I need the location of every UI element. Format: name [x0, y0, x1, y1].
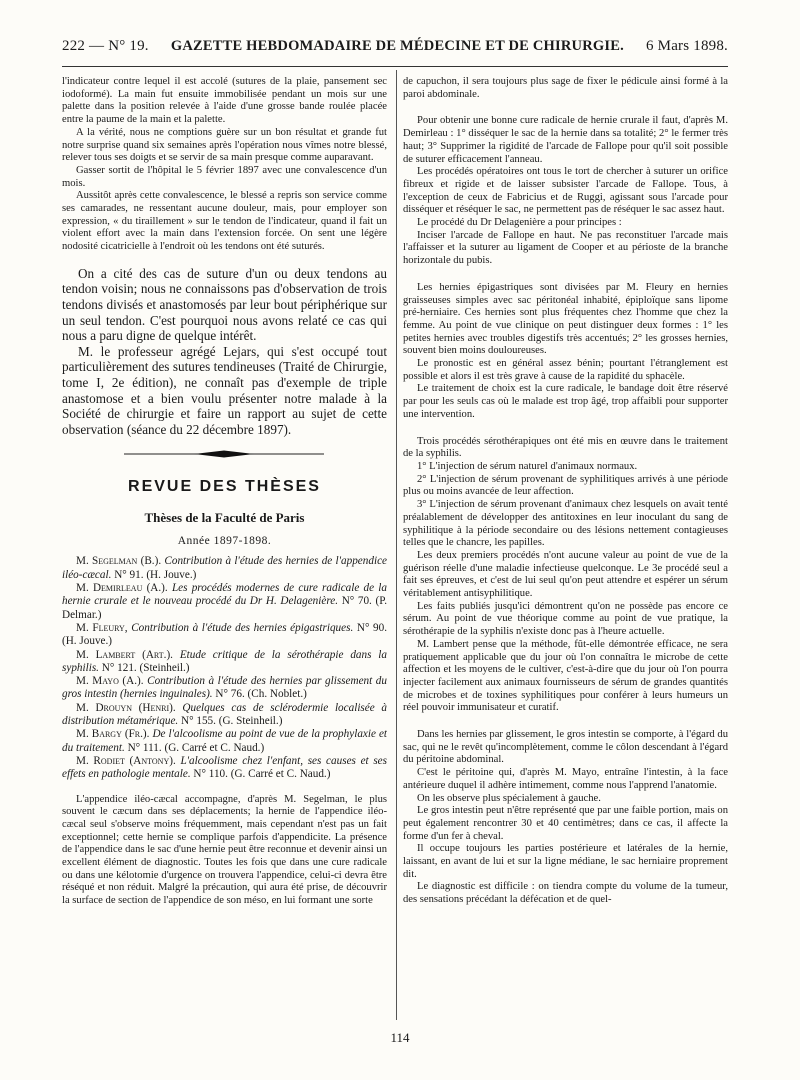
paragraph: M. Lambert pense que la méthode, fût-elle démontrée efficace, ne sera pratiquement applicable que du jour où l'on connaîtra le microbe de cette affection et les moyens de le cultiver, c'est-à-dire que du jour où l'on pourra injecter facilement aux animaux fournisseurs de sérum de grandes quantités de microbes et de toxines syphilitiques pour conférer à leurs humeurs un réel pouvoir immunisateur et curatif.: [403, 638, 728, 714]
thesis-entry: [62, 582, 387, 622]
paragraph: Les faits publiés jusqu'ici démontrent qu'on ne possède pas encore ce sérum. Au point de vue théorique comme au point de vue pratique, la sérothérapie de la syphilis n'existe donc pas à l'heure actuelle.: [403, 600, 728, 638]
thesis-author: M. Segelman (B.).: [76, 555, 162, 568]
theses-list: [62, 555, 387, 781]
paragraph: Aussitôt après cette convalescence, le blessé a repris son service comme ses camarades, ne ressentant aucune douleur, mais, pour employer son expression, « du tiraillement » sur le tendon de l'indicateur, quand il fait un violent effort avec la main dans l'extension forcée. On sent une légère nodosité cicatricielle à l'endroit où les tendons ont été suturés.: [62, 190, 387, 253]
paragraph: Le procédé du Dr Delagenière a pour principes :: [417, 217, 622, 229]
thesis-reference: N° 70. (P. Delmar.): [62, 595, 387, 621]
paragraph: On a cité des cas de suture d'un ou deux tendons au tendon voisin; nous ne connaissons pas d'observation de trois tendons divisés et anastomosés par leur bout périphérique sur un seul tendon. C'est pourquoi nous avons relaté ce cas qui nous a paru digne de quelque intérêt.: [62, 265, 387, 344]
thesis-title: Les procédés modernes de cure radicale de la hernie crurale et le nouveau procédé du Dr H. Delagenière.: [62, 582, 387, 608]
thesis-reference: N° 111. (G. Carré et C. Naud.): [127, 741, 265, 754]
thesis-author: M. Fleury,: [76, 621, 128, 634]
thesis-title: Etude critique de la sérothérapie dans la syphilis.: [62, 648, 387, 674]
thesis-reference: N° 110. (G. Carré et C. Naud.): [193, 768, 331, 781]
thesis-entry: [62, 755, 387, 782]
thesis-title: Contribution à l'étude des hernies par glissement du gros intestin (hernies inguinales).: [62, 675, 387, 701]
right-section: [403, 729, 728, 907]
left-top-text: [62, 76, 387, 254]
paragraph: Les hernies épigastriques sont divisées par M. Fleury en hernies graisseuses simples avec sac péritonéal inhabité, épiploïque sans lipome pré-herniaire. Ces hernies sont plus fréquentes chez l'homme que chez la femme. Au point de vue clinique on peut distinguer deux formes : 1° les petites hernies avec troubles digestifs très accentués; 2° les grosses hernies, souvent bien moins douloureuses.: [403, 281, 728, 357]
paragraph: C'est le péritoine qui, d'après M. Mayo, entraîne l'intestin, à la face antérieure duquel il adhère intimement, comme nous l'apprend l'anatomie.: [403, 767, 728, 791]
thesis-reference: N° 76. (Ch. Noblet.): [215, 688, 307, 701]
paragraph: Inciser l'arcade de Fallope en haut. Ne pas reconstituer l'arcade mais l'affaisser et la suturer au ligament de Cooper et au périoste de la branche horizontale du pubis.: [403, 229, 728, 267]
thesis-title: Quelques cas de sclérodermie localisée à distribution métamérique.: [62, 701, 387, 728]
thesis-title: De l'alcoolisme au point de vue de la prophylaxie et du traitement.: [62, 728, 387, 754]
paragraph: de capuchon, il sera toujours plus sage de fixer le pédicule ainsi formé à la paroi abdominale.: [403, 76, 728, 100]
paragraph: L'appendice iléo-cæcal accompagne, d'après M. Segelman, le plus souvent le cæcum dans ses déplacements; la hernie de l'appendice iléo-cæcal seul s'observe moins fréquemment, mais cependant n'est pas un fait exceptionnel; cette hernie se complique parfois d'appendicite. La présence de l'appendice dans le sac d'une hernie peut être reconnue et devenir ainsi un excellent élément de diagnostic. Toutes les fois que dans une cure radicale ou dans une kélotomie d'urgence on trouvera l'appendice, celui-ci devra être réséqué et non réduit. Malgré la précaution, qui aura été prise, de découvrir la surface de section de l'appendice de son méso, en lui formant une sorte: [62, 793, 387, 907]
right-section: [403, 436, 728, 715]
thesis-entry: [62, 702, 387, 729]
paragraph: Il occupe toujours les parties postérieure et latérales de la hernie, laissant, en avant de lui et sur la ligne médiane, le sac herniaire proprement dit.: [403, 843, 728, 880]
right-section: [403, 115, 728, 267]
paragraph: M. le professeur agrégé Lejars, qui s'est occupé tout particulièrement des sutures tendineuses (Traité de Chirurgie, tome I, 2e édition), ne connaît pas d'exemple de triple anastomose et a bien voulu présenter notre malade à la Société de chirurgie et faire un rapport au sujet de cette observation (séance du 22 décembre 1897).: [62, 343, 387, 437]
paragraph: Trois procédés sérothérapiques ont été mis en œuvre dans le traitement de la syphilis.: [403, 435, 728, 460]
issue-date: 6 Mars 1898.: [646, 38, 728, 54]
paragraph: 1° L'injection de sérum naturel d'animaux normaux.: [417, 460, 638, 472]
paragraph: A la vérité, nous ne comptions guère sur un bon résultat et grande fut notre surprise quand six semaines après l'opération nous vîmes notre blessé, relever tous ses doigts et se servir de sa main presque comme auparavant.: [62, 126, 387, 164]
left-column: [62, 76, 387, 1016]
section-ornament: [62, 437, 387, 471]
thesis-title: Contribution à l'étude des hernies épigastriques.: [131, 621, 354, 634]
thesis-entry: [62, 622, 387, 649]
page-number-issue: 222 — N° 19.: [62, 38, 149, 54]
thesis-title: L'alcoolisme chez l'enfant, ses causes et ses effets en pathologie mentale.: [62, 754, 387, 781]
thesis-author: M. Lambert (Art.).: [76, 648, 173, 661]
thesis-entry: [62, 555, 387, 582]
page-folio: 114: [390, 1030, 410, 1045]
thesis-reference: N° 91. (H. Jouve.): [114, 568, 197, 581]
paragraph: 2° L'injection de sérum provenant de syphilitiques arrivés à une période plus ou moins avancée de leur affection.: [403, 473, 728, 498]
section-title: REVUE DES THÈSES: [128, 478, 321, 496]
paragraph: Le pronostic est en général assez bénin; pourtant l'étranglement est possible et alors il est très grave à cause de la rapidité du sphacèle.: [403, 358, 728, 382]
paragraph: Le traitement de choix est la cure radicale, le bandage doit être réservé par pour les seuls cas où le malade est trop âgé, trop affaibli pour supporter une intervention.: [403, 383, 728, 420]
ornament-rule-icon: [124, 449, 324, 459]
paragraph: Gasser sortit de l'hôpital le 5 février 1897 avec une convalescence d'un mois.: [62, 164, 387, 189]
thesis-reference: N° 155. (G. Steinheil.): [181, 715, 283, 728]
thesis-title: Contribution à l'étude des hernies de l'appendice iléo-cæcal.: [62, 555, 387, 581]
thesis-entry: [62, 649, 387, 676]
right-section: [403, 76, 728, 101]
left-large-text: [62, 266, 387, 438]
paragraph: Le gros intestin peut n'être représenté que par une faible portion, mais on peut également rencontrer 30 et 40 centimètres; dans ce cas, il affecte la forme d'un fer à cheval.: [403, 805, 728, 842]
paragraph: Les procédés opératoires ont tous le tort de chercher à suturer un orifice fibreux et rigide et de laisser subsister l'arcade de Fallope. Tous, à l'exception de ceux de Fabricius et de Ruggi, agissant sous l'arcade pour disséquer et réséquer le sac, ne permettent pas de réséquer le sac assez haut.: [403, 166, 728, 216]
section-subtitle: Thèses de la Faculté de Paris: [144, 510, 305, 526]
thesis-reference: N° 121. (Steinheil.): [101, 661, 190, 674]
paragraph: l'indicateur contre lequel il est accolé (sutures de la plaie, pansement sec iodoformé). La main fut ensuite immobilisée pendant un mois sur une palette dans la position relevée à l'aide d'une grosse bande roulée placée entre la paume de la main et la palette.: [62, 76, 387, 126]
thesis-author: M. Bargy (Fr.).: [76, 728, 150, 741]
paragraph: On les observe plus spécialement à gauche.: [417, 792, 601, 804]
paragraph: Le diagnostic est difficile : on tiendra compte du volume de la tumeur, des sensations précédant la défécation et de quel-: [403, 881, 728, 906]
paragraph: 3° L'injection de sérum provenant d'animaux chez lesquels on avait tenté préalablement de développer des antitoxines en leur inoculant du sang de syphilitique à la période secondaire ou des lésions nettement contagieuses telles que le chancre, les papilles.: [403, 499, 728, 549]
thesis-entry: [62, 675, 387, 702]
right-section: [403, 282, 728, 422]
thesis-author: M. Demirleau (A.).: [76, 582, 168, 595]
thesis-entry: [62, 728, 387, 755]
thesis-author: M. Rodiet (Antony).: [76, 754, 176, 767]
paragraph: Les deux premiers procédés n'ont aucune valeur au point de vue de la guérison réelle d'une maladie infectieuse quelconque. Le 3e procédé seul a fait ses épreuves, et c'est de lui seul qu'on peut attendre et espérer un sérum véritablement antisyphilitique.: [403, 549, 728, 600]
thesis-author: M. Drouyn (Henri).: [76, 701, 176, 714]
thesis-reference: N° 90. (H. Jouve.): [62, 621, 387, 648]
journal-title: GAZETTE HEBDOMADAIRE DE MÉDECINE ET DE CHIRURGIE.: [170, 38, 624, 54]
header-rule: [62, 66, 728, 67]
academic-year: Année 1897-1898.: [177, 534, 272, 547]
page-header: [62, 38, 728, 60]
paragraph: Pour obtenir une bonne cure radicale de hernie crurale il faut, d'après M. Demirleau : 1° disséquer le sac de la hernie dans sa totalité; 2° le fermer très haut; 3° Supprimer la rigidité de l'arcade de Fallope pour qu'il soit possible de suturer efficacement l'anneau.: [403, 115, 728, 165]
column-divider: [396, 70, 397, 1020]
paragraph: Dans les hernies par glissement, le gros intestin se comporte, à l'égard du sac, qui ne le revêt qu'incomplètement, comme le côlon descendant à l'égard du péritoine abdominal.: [403, 729, 728, 766]
right-column: [403, 76, 728, 1016]
thesis-author: M. Mayo (A.).: [76, 675, 144, 688]
